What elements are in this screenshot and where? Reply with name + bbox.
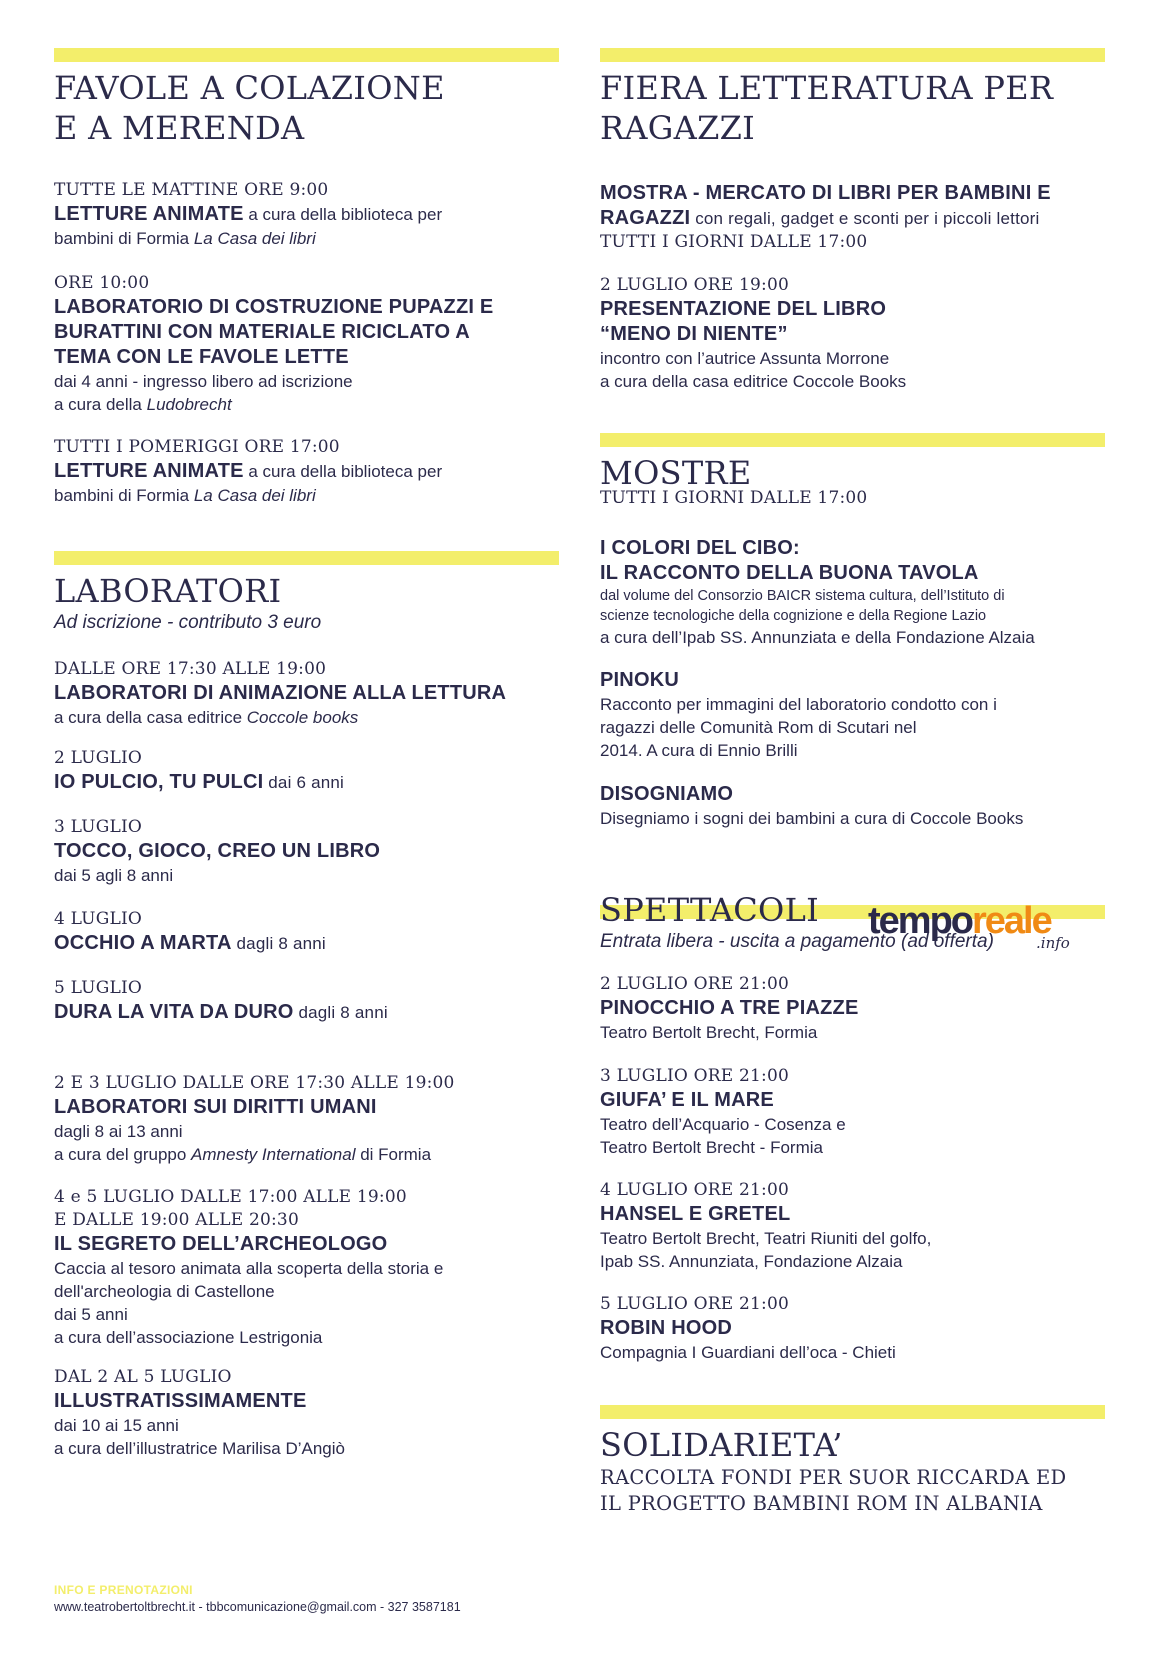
event-detail: 2014. A cura di Ennio Brilli — [600, 741, 798, 760]
spettacoli-event-3 — [600, 1179, 1105, 1273]
laboratori-section — [54, 571, 559, 635]
event-title: LETTURE ANIMATE — [54, 460, 244, 482]
event-detail: dai 5 anni — [54, 1305, 128, 1324]
section-divider — [600, 433, 1105, 447]
section-divider — [54, 551, 559, 565]
event-title: ROBIN HOOD — [600, 1317, 732, 1339]
logo-text: .info — [1036, 934, 1070, 952]
event-title: LABORATORIO DI COSTRUZIONE PUPAZZI E — [54, 296, 494, 318]
favole-event-3 — [54, 436, 559, 507]
info-label: INFO E PRENOTAZIONI — [54, 1583, 193, 1597]
event-title: RAGAZZI — [600, 207, 691, 229]
event-date: 4 LUGLIO ORE 21:00 — [600, 1180, 789, 1200]
mostre-section — [600, 453, 1105, 510]
event-date: 4 LUGLIO — [54, 909, 143, 929]
event-organizer: Coccole books — [246, 708, 359, 727]
event-detail: Disegniamo i sogni dei bambini a cura di Coccole Books — [600, 809, 1024, 828]
event-detail: a cura dell’Ipab SS. Annunziata e della Fondazione Alzaia — [600, 628, 1035, 647]
event-detail: incontro con l’autrice Assunta Morrone — [600, 349, 890, 368]
event-date: E DALLE 19:00 ALLE 20:30 — [54, 1210, 299, 1230]
event-organizer: La Casa dei libri — [193, 229, 316, 248]
event-title: LABORATORI DI ANIMAZIONE ALLA LETTURA — [54, 682, 507, 704]
solidarieta-line: RACCOLTA FONDI PER SUOR RICCARDA ED — [600, 1466, 1067, 1489]
event-detail: dai 10 ai 15 anni — [54, 1416, 179, 1435]
event-detail: bambini di Formia — [54, 486, 194, 505]
event-title: MOSTRA - MERCATO DI LIBRI PER BAMBINI E — [600, 182, 1051, 204]
lab-event-4 — [54, 908, 559, 956]
temporeale-logo — [868, 900, 1068, 950]
favole-title-line2: E A MERENDA — [54, 109, 305, 147]
logo-text: tempo — [868, 900, 972, 942]
spettacoli-event-4 — [600, 1293, 1105, 1364]
event-detail: dell'archeologia di Castellone — [54, 1282, 275, 1301]
event-detail: dai 4 anni - ingresso libero ad iscrizione — [54, 372, 353, 391]
mostre-date: TUTTI I GIORNI DALLE 17:00 — [600, 488, 868, 508]
event-detail: dai 6 anni — [263, 773, 345, 792]
event-detail: Caccia al tesoro animata alla scoperta della storia e — [54, 1259, 444, 1278]
event-detail: a cura della casa editrice Coccole Books — [600, 372, 907, 391]
event-title: LABORATORI SUI DIRITTI UMANI — [54, 1096, 377, 1118]
event-detail: Racconto per immagini del laboratorio condotto con i — [600, 695, 997, 714]
spettacoli-event-2 — [600, 1065, 1105, 1159]
event-title: ILLUSTRATISSIMAMENTE — [54, 1390, 307, 1412]
event-date: 4 e 5 LUGLIO DALLE 17:00 ALLE 19:00 — [54, 1187, 407, 1207]
event-detail: Teatro dell’Acquario - Cosenza e — [600, 1115, 846, 1134]
section-divider — [54, 48, 559, 62]
event-detail: a cura dell’associazione Lestrigonia — [54, 1328, 323, 1347]
event-date: 2 LUGLIO ORE 21:00 — [600, 974, 789, 994]
solidarieta-title: SOLIDARIETA’ — [600, 1426, 843, 1464]
event-detail: dai 5 agli 8 anni — [54, 866, 174, 885]
event-title: TEMA CON LE FAVOLE LETTE — [54, 346, 349, 368]
event-date: 5 LUGLIO ORE 21:00 — [600, 1294, 789, 1314]
event-title: OCCHIO A MARTA — [54, 932, 232, 954]
event-title: GIUFA’ E IL MARE — [600, 1089, 774, 1111]
mostre-event-3 — [600, 782, 1105, 830]
mostre-event-1 — [600, 536, 1105, 649]
solidarieta-line: IL PROGETTO BAMBINI ROM IN ALBANIA — [600, 1492, 1043, 1515]
event-title: PINOCCHIO A TRE PIAZZE — [600, 997, 859, 1019]
event-detail: bambini di Formia — [54, 229, 194, 248]
event-title: “MENO DI NIENTE” — [600, 323, 788, 345]
lab-event-2 — [54, 747, 559, 795]
section-divider — [600, 48, 1105, 62]
event-title: DISOGNIAMO — [600, 783, 734, 805]
event-date: TUTTI I POMERIGGI ORE 17:00 — [54, 437, 340, 457]
event-detail: Compagnia I Guardiani dell’oca - Chieti — [600, 1343, 896, 1362]
event-date: 3 LUGLIO ORE 21:00 — [600, 1066, 789, 1086]
favole-event-2 — [54, 272, 559, 416]
event-detail: a cura della biblioteca per — [243, 462, 443, 481]
event-date: DAL 2 AL 5 LUGLIO — [54, 1367, 232, 1387]
fiera-event-1 — [600, 181, 1105, 254]
laboratori-title: LABORATORI — [54, 572, 282, 610]
event-title: PINOKU — [600, 669, 679, 691]
favole-section — [54, 68, 559, 148]
event-detail: dal volume del Consorzio BAICR sistema cultura, dell’Istituto di — [600, 588, 1005, 604]
event-title: IL SEGRETO DELL’ARCHEOLOGO — [54, 1233, 388, 1255]
lab-event-5 — [54, 977, 559, 1025]
event-date: 5 LUGLIO — [54, 978, 143, 998]
event-detail: dagli 8 anni — [293, 1003, 388, 1022]
event-detail: a cura del gruppo — [54, 1145, 192, 1164]
event-title: HANSEL E GRETEL — [600, 1203, 791, 1225]
favole-title-line1: FAVOLE A COLAZIONE — [54, 69, 445, 107]
event-detail: ragazzi delle Comunità Rom di Scutari nel — [600, 718, 917, 737]
favole-event-1 — [54, 179, 559, 250]
spettacoli-event-1 — [600, 973, 1105, 1044]
event-date: 2 LUGLIO ORE 19:00 — [600, 275, 789, 295]
fiera-title-line2: RAGAZZI — [600, 109, 756, 147]
event-detail: a cura della casa editrice — [54, 708, 247, 727]
event-title: IO PULCIO, TU PULCI — [54, 771, 264, 793]
event-organizer: Ludobrecht — [146, 395, 232, 414]
event-date: 3 LUGLIO — [54, 817, 143, 837]
fiera-section — [600, 68, 1105, 148]
event-date: ORE 10:00 — [54, 273, 150, 293]
lab-event-6 — [54, 1072, 559, 1166]
event-title: LETTURE ANIMATE — [54, 203, 244, 225]
spettacoli-subtitle: Entrata libera - uscita a pagamento (ad offerta) — [600, 931, 994, 952]
contact-line: www.teatrobertoltbrecht.it - tbbcomunicazione@gmail.com - 327 3587181 — [54, 1600, 461, 1614]
lab-event-3 — [54, 816, 559, 887]
event-detail: con regali, gadget e sconti per i piccoli lettori — [690, 209, 1040, 228]
lab-event-1 — [54, 658, 559, 729]
event-detail: a cura della — [54, 395, 147, 414]
event-detail: a cura dell’illustratrice Marilisa D’Angiò — [54, 1439, 345, 1458]
event-detail: dagli 8 ai 13 anni — [54, 1122, 183, 1141]
event-title: TOCCO, GIOCO, CREO UN LIBRO — [54, 840, 381, 862]
event-detail: Teatro Bertolt Brecht, Formia — [600, 1023, 818, 1042]
mostre-title: MOSTRE — [600, 454, 752, 492]
event-organizer: La Casa dei libri — [193, 486, 316, 505]
solidarieta-section — [600, 1425, 1105, 1517]
event-detail: di Formia — [355, 1145, 432, 1164]
event-date: TUTTE LE MATTINE ORE 9:00 — [54, 180, 329, 200]
event-date: TUTTI I GIORNI DALLE 17:00 — [600, 232, 868, 252]
event-title: BURATTINI CON MATERIALE RICICLATO A — [54, 321, 470, 343]
section-divider — [600, 1405, 1105, 1419]
event-title: PRESENTAZIONE DEL LIBRO — [600, 298, 887, 320]
event-detail: Teatro Bertolt Brecht - Formia — [600, 1138, 823, 1157]
event-detail: Ipab SS. Annunziata, Fondazione Alzaia — [600, 1252, 903, 1271]
event-detail: dagli 8 anni — [231, 934, 326, 953]
event-detail: scienze tecnologiche della cognizione e della Regione Lazio — [600, 608, 987, 624]
lab-event-8 — [54, 1366, 559, 1460]
event-date: 2 LUGLIO — [54, 748, 143, 768]
event-date: 2 E 3 LUGLIO DALLE ORE 17:30 ALLE 19:00 — [54, 1073, 455, 1093]
event-detail: a cura della biblioteca per — [243, 205, 443, 224]
mostre-event-2 — [600, 668, 1105, 762]
event-date: DALLE ORE 17:30 ALLE 19:00 — [54, 659, 327, 679]
event-title: IL RACCONTO DELLA BUONA TAVOLA — [600, 562, 979, 584]
spettacoli-title: SPETTACOLI — [600, 891, 820, 929]
event-title: DURA LA VITA DA DURO — [54, 1001, 294, 1023]
fiera-event-2 — [600, 274, 1105, 393]
laboratori-subtitle: Ad iscrizione - contributo 3 euro — [54, 612, 322, 633]
event-organizer: Amnesty International — [191, 1145, 356, 1164]
fiera-title-line1: FIERA LETTERATURA PER — [600, 69, 1054, 107]
event-title: I COLORI DEL CIBO: — [600, 537, 800, 559]
event-detail: Teatro Bertolt Brecht, Teatri Riuniti del golfo, — [600, 1229, 932, 1248]
logo-text: reale — [972, 900, 1051, 942]
lab-event-7 — [54, 1186, 559, 1349]
